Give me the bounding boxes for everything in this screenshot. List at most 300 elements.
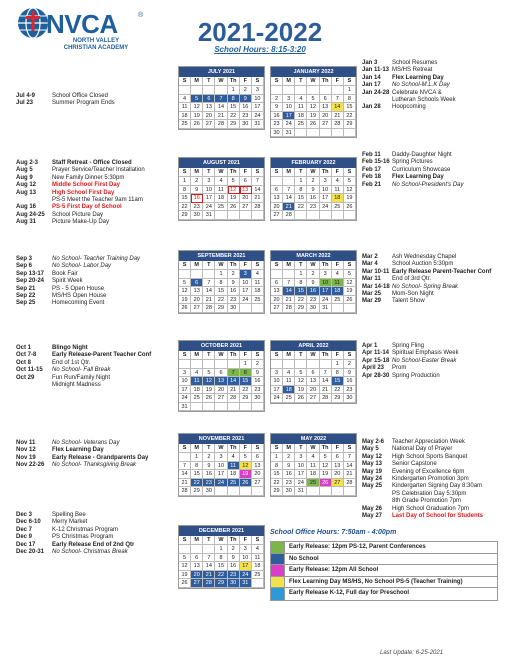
day-cell: [191, 270, 203, 279]
day-cell: [203, 86, 215, 95]
day-cell: 22: [332, 386, 344, 395]
month-title: FEBRUARY 2022: [271, 158, 356, 168]
day-cell: 10: [271, 377, 283, 386]
week-row: [271, 203, 356, 212]
day-cell: 18: [252, 562, 264, 571]
event-item: [362, 373, 512, 381]
event-date: May 27: [362, 513, 383, 519]
event-date: May 25: [362, 483, 383, 490]
event-text: End of 3rd Qtr.: [392, 276, 432, 283]
event-text: Fun Run/Family Night: [52, 374, 111, 381]
day-cell: [307, 360, 319, 369]
day-cell: 16: [344, 377, 356, 386]
day-cell: 7: [228, 369, 240, 378]
day-cell: 11: [295, 103, 307, 112]
weekday-label: F: [240, 77, 252, 86]
day-cell: 24: [215, 479, 227, 488]
day-cell: 13: [307, 377, 319, 386]
day-cell: 9: [191, 186, 203, 195]
event-date: Oct 11-15: [16, 367, 43, 374]
day-cell: 25: [332, 296, 344, 305]
day-cell: 19: [191, 112, 203, 121]
day-cell: [283, 360, 295, 369]
week-row: [271, 279, 356, 288]
day-cell: 6: [307, 369, 319, 378]
day-cell: [332, 129, 344, 138]
event-text: Early Release - Grandparents Day: [52, 454, 149, 461]
day-cell: 23: [307, 296, 319, 305]
day-cell: 22: [295, 296, 307, 305]
day-cell: [191, 545, 203, 554]
day-cell: 11: [252, 554, 264, 563]
day-cell: 30: [271, 129, 283, 138]
day-cell: 4: [283, 369, 295, 378]
day-cell: 18: [191, 386, 203, 395]
event-date: Dec 3: [16, 512, 33, 518]
day-cell: 2: [203, 453, 215, 462]
event-date: Oct 8: [16, 359, 32, 366]
week-row: [179, 470, 264, 479]
event-text: MS/HS Retreat: [392, 67, 433, 74]
event-date: Mar 11: [362, 276, 381, 283]
day-cell: 20: [215, 386, 227, 395]
event-date: Oct 1: [16, 345, 32, 351]
school-hours: School Hours: 8:15-3:20: [214, 45, 306, 54]
day-cell: [240, 403, 252, 412]
weekday-label: S: [271, 351, 283, 360]
day-cell: 27: [191, 579, 203, 588]
weekday-label: M: [283, 444, 295, 453]
day-cell: 12: [344, 279, 356, 288]
day-cell: 13: [320, 103, 332, 112]
day-cell: 19: [179, 296, 191, 305]
event-item: [16, 100, 191, 108]
event-text: High School Sports Banquet: [392, 453, 468, 460]
event-item: [362, 182, 512, 190]
event-date: Jan 28: [362, 104, 381, 111]
day-cell: [307, 129, 319, 138]
event-date: Nov 19: [16, 454, 36, 461]
day-cell: 20: [307, 386, 319, 395]
day-cell: 15: [344, 103, 356, 112]
logo-sub-line1: NORTH VALLEY: [72, 38, 120, 44]
weekday-label: Th: [320, 261, 332, 270]
weekday-header: [271, 168, 356, 177]
event-text: Flex Learning Day: [52, 447, 104, 454]
event-text: Spring Pictures: [392, 159, 433, 166]
day-cell: [228, 211, 240, 220]
legend-row: [271, 588, 497, 600]
day-cell: 22: [191, 479, 203, 488]
weekday-label: S: [252, 168, 264, 177]
weekday-header: [179, 444, 264, 453]
event-date: Sep 25: [16, 300, 36, 307]
day-cell: [283, 86, 295, 95]
event-text: Teacher Appreciation Week: [392, 439, 465, 445]
day-cell: 6: [332, 453, 344, 462]
day-cell: 5: [228, 177, 240, 186]
day-cell: 11: [191, 377, 203, 386]
week-row: [271, 270, 356, 279]
event-date: Mar 14-18: [362, 283, 390, 290]
day-cell: 18: [252, 287, 264, 296]
week-row: [179, 86, 264, 95]
event-date: Jul 4-9: [16, 93, 36, 99]
day-cell: 7: [283, 279, 295, 288]
week-row: [179, 103, 264, 112]
event-item: [362, 104, 512, 112]
event-text: Evening of Excellence 6pm: [392, 468, 465, 475]
day-cell: 4: [191, 369, 203, 378]
day-cell: 22: [215, 296, 227, 305]
event-date: Sep 6: [16, 263, 33, 270]
day-cell: 10: [240, 279, 252, 288]
day-cell: 17: [240, 562, 252, 571]
day-cell: 11: [179, 103, 191, 112]
day-cell: 2: [252, 360, 264, 369]
legend-swatch: [271, 577, 285, 588]
month-calendar: [270, 340, 357, 404]
event-date: May 5: [362, 446, 379, 453]
day-cell: 9: [252, 369, 264, 378]
day-cell: 2: [344, 360, 356, 369]
event-date: Jan 14: [362, 74, 381, 81]
day-cell: 25: [179, 120, 191, 129]
week-row: [271, 487, 356, 496]
day-cell: [283, 270, 295, 279]
day-cell: 2: [228, 270, 240, 279]
day-cell: 5: [307, 95, 319, 104]
day-cell: 12: [191, 103, 203, 112]
weekday-label: M: [191, 444, 203, 453]
weekday-label: S: [271, 168, 283, 177]
day-cell: 16: [203, 470, 215, 479]
day-cell: [332, 86, 344, 95]
day-cell: 9: [344, 369, 356, 378]
week-row: [271, 129, 356, 138]
day-cell: 11: [215, 186, 227, 195]
weekday-label: M: [191, 77, 203, 86]
legend-label: Early Release: 12pm PS-12, Parent Conferences: [289, 544, 426, 550]
event-text: Merry Market: [52, 519, 88, 526]
day-cell: 31: [179, 403, 191, 412]
day-cell: 5: [240, 453, 252, 462]
event-date: Nov 22-26: [16, 462, 45, 469]
day-cell: 17: [240, 287, 252, 296]
week-row: [179, 177, 264, 186]
logo-registered: ®: [138, 12, 144, 19]
day-cell: 1: [215, 545, 227, 554]
day-cell: 12: [344, 186, 356, 195]
event-text: Homecoming Event: [52, 300, 105, 307]
day-cell: 14: [283, 287, 295, 296]
day-cell: 25: [191, 394, 203, 403]
day-cell: 15: [295, 194, 307, 203]
week-row: [271, 386, 356, 395]
day-cell: 2: [307, 270, 319, 279]
week-row: [179, 394, 264, 403]
weekday-label: M: [283, 77, 295, 86]
day-cell: 3: [271, 369, 283, 378]
day-cell: 26: [228, 203, 240, 212]
weekday-label: W: [215, 77, 227, 86]
day-cell: 13: [271, 287, 283, 296]
week-row: [179, 554, 264, 563]
event-date: Apr 28-30: [362, 372, 390, 379]
event-text: Early Release-Parent Teacher Conf: [52, 352, 152, 359]
event-date: Aug 9: [16, 174, 33, 181]
day-cell: 29: [240, 394, 252, 403]
day-cell: 23: [344, 386, 356, 395]
day-cell: 4: [215, 177, 227, 186]
month-title: MAY 2022: [271, 434, 356, 444]
day-cell: [295, 360, 307, 369]
legend-swatch: [271, 554, 285, 565]
day-cell: 10: [252, 95, 264, 104]
day-cell: 7: [203, 554, 215, 563]
day-cell: 21: [320, 386, 332, 395]
event-date: Apr 1: [362, 343, 378, 349]
day-cell: 18: [215, 194, 227, 203]
day-cell: 16: [283, 470, 295, 479]
day-cell: [240, 304, 252, 313]
event-date: Sep 13-17: [16, 270, 45, 277]
week-row: [271, 479, 356, 488]
day-cell: [271, 360, 283, 369]
week-row: [271, 296, 356, 305]
day-cell: 14: [252, 186, 264, 195]
day-cell: [320, 211, 332, 220]
event-date: Apr 15-18: [362, 357, 390, 364]
day-cell: 23: [252, 386, 264, 395]
event-text: Kindergarten Signing Day 8:30am: [392, 483, 483, 490]
event-date: Dec 9: [16, 534, 33, 541]
day-cell: [215, 487, 227, 496]
event-date: Dec 17: [16, 541, 36, 548]
week-row: [271, 194, 356, 203]
day-cell: 7: [332, 95, 344, 104]
day-cell: 15: [215, 562, 227, 571]
day-cell: 16: [228, 562, 240, 571]
day-cell: 19: [320, 470, 332, 479]
day-cell: 8: [240, 369, 252, 378]
event-date: Mar 25: [362, 291, 382, 297]
day-cell: 4: [332, 177, 344, 186]
day-cell: [203, 403, 215, 412]
day-cell: 19: [344, 287, 356, 296]
day-cell: 8: [228, 95, 240, 104]
day-cell: 26: [240, 479, 252, 488]
day-cell: 30: [252, 394, 264, 403]
event-text: Prayer Service/Teacher Installation: [52, 167, 145, 174]
weekday-label: T: [203, 351, 215, 360]
header: [0, 0, 512, 62]
day-cell: 14: [320, 377, 332, 386]
week-row: [271, 120, 356, 129]
week-row: [179, 579, 264, 588]
weekday-label: S: [271, 77, 283, 86]
day-cell: 30: [228, 579, 240, 588]
month-calendar: [270, 250, 357, 314]
day-cell: [179, 453, 191, 462]
event-text: Spring Production: [392, 372, 440, 379]
weekday-header: [179, 168, 264, 177]
weekday-label: F: [332, 351, 344, 360]
day-cell: 20: [203, 112, 215, 121]
day-cell: 28: [252, 203, 264, 212]
day-cell: 7: [203, 279, 215, 288]
day-cell: 26: [295, 394, 307, 403]
day-cell: 29: [228, 120, 240, 129]
day-cell: 19: [240, 470, 252, 479]
event-text: Blingo Night: [52, 345, 88, 351]
day-cell: 12: [203, 377, 215, 386]
event-date: Nov 12: [16, 447, 36, 454]
day-cell: 16: [252, 377, 264, 386]
day-cell: 9: [228, 554, 240, 563]
day-cell: [252, 304, 264, 313]
day-cell: 1: [215, 270, 227, 279]
day-cell: 29: [215, 304, 227, 313]
day-cell: 14: [179, 470, 191, 479]
day-cell: 6: [191, 554, 203, 563]
event-text: Last Day of School for Students: [392, 513, 484, 519]
week-row: [179, 296, 264, 305]
day-cell: 27: [332, 479, 344, 488]
event-text: Curriculum Showcase: [392, 166, 451, 173]
week-row: [179, 112, 264, 121]
day-cell: 23: [203, 479, 215, 488]
day-cell: 3: [283, 95, 295, 104]
week-row: [179, 120, 264, 129]
day-cell: 28: [332, 120, 344, 129]
day-cell: 10: [295, 462, 307, 471]
day-cell: 10: [320, 186, 332, 195]
weekday-label: M: [191, 536, 203, 545]
weekday-label: T: [295, 168, 307, 177]
month-title: AUGUST 2021: [179, 158, 264, 168]
event-date: Aug 2-3: [16, 160, 39, 166]
event-date: Mar 2: [362, 254, 378, 260]
logo-name: NVCA: [46, 9, 118, 39]
weekday-label: F: [240, 168, 252, 177]
day-cell: 19: [307, 112, 319, 121]
event-item: [16, 300, 191, 308]
day-cell: 31: [283, 129, 295, 138]
weekday-label: S: [344, 444, 356, 453]
week-row: [179, 270, 264, 279]
day-cell: [179, 270, 191, 279]
week-row: [179, 279, 264, 288]
week-row: [179, 462, 264, 471]
day-cell: 28: [179, 487, 191, 496]
day-cell: 17: [215, 470, 227, 479]
day-cell: [332, 304, 344, 313]
event-text: Middle School First Day: [52, 182, 121, 189]
weekday-label: T: [295, 444, 307, 453]
day-cell: 9: [307, 279, 319, 288]
event-date: May 13: [362, 461, 383, 468]
day-cell: 3: [203, 177, 215, 186]
day-cell: 27: [271, 304, 283, 313]
event-text: Spiritual Emphasis Week: [392, 350, 459, 357]
day-cell: 1: [295, 270, 307, 279]
day-cell: 5: [179, 279, 191, 288]
week-row: [179, 403, 264, 412]
legend-label: Flex Learning Day MS/HS, No School PS-5 (Teacher Training): [289, 578, 463, 585]
day-cell: 16: [271, 112, 283, 121]
event-item: [362, 298, 512, 306]
month-title: DECEMBER 2021: [179, 526, 264, 536]
event-item: [16, 219, 191, 227]
weekday-label: T: [295, 77, 307, 86]
weekday-label: Th: [228, 261, 240, 270]
day-cell: 12: [307, 103, 319, 112]
weekday-header: [271, 77, 356, 86]
event-text: End of 1st Qtr.: [52, 359, 91, 366]
day-cell: 23: [307, 203, 319, 212]
day-cell: 1: [295, 177, 307, 186]
day-cell: [191, 86, 203, 95]
day-cell: 18: [332, 194, 344, 203]
day-cell: 24: [271, 394, 283, 403]
day-cell: 6: [320, 95, 332, 104]
day-cell: 31: [240, 579, 252, 588]
day-cell: 24: [203, 203, 215, 212]
event-date: Feb 11: [362, 152, 381, 158]
day-cell: 14: [203, 287, 215, 296]
day-cell: 20: [271, 203, 283, 212]
day-cell: 21: [228, 386, 240, 395]
day-cell: 11: [332, 279, 344, 288]
day-cell: 8: [215, 279, 227, 288]
day-cell: 3: [240, 545, 252, 554]
week-row: [271, 95, 356, 104]
logo-sub-line2: CHRISTIAN ACADEMY: [63, 45, 129, 51]
event-text: Mom-Son Night: [392, 291, 434, 297]
day-cell: [179, 360, 191, 369]
day-cell: 6: [252, 453, 264, 462]
month-calendar: [178, 250, 265, 314]
day-cell: 24: [283, 120, 295, 129]
day-cell: 5: [203, 369, 215, 378]
week-row: [271, 86, 356, 95]
day-cell: [191, 403, 203, 412]
legend-row: [271, 542, 497, 554]
day-cell: 25: [215, 203, 227, 212]
day-cell: 16: [307, 194, 319, 203]
legend: [270, 541, 498, 601]
day-cell: [179, 545, 191, 554]
day-cell: 30: [344, 394, 356, 403]
event-item: [16, 549, 191, 557]
event-text: No School- Teacher Training Day: [52, 256, 141, 262]
day-cell: 14: [215, 103, 227, 112]
page-title: 2021-2022: [197, 17, 323, 47]
day-cell: 10: [240, 554, 252, 563]
day-cell: [215, 86, 227, 95]
day-cell: 4: [228, 453, 240, 462]
event-text: Midnight Madness: [52, 382, 101, 388]
weekday-label: Th: [228, 77, 240, 86]
day-cell: 2: [271, 95, 283, 104]
day-cell: 3: [295, 453, 307, 462]
day-cell: 14: [283, 194, 295, 203]
day-cell: 26: [191, 120, 203, 129]
day-cell: [320, 487, 332, 496]
day-cell: 10: [283, 103, 295, 112]
weekday-label: S: [252, 536, 264, 545]
